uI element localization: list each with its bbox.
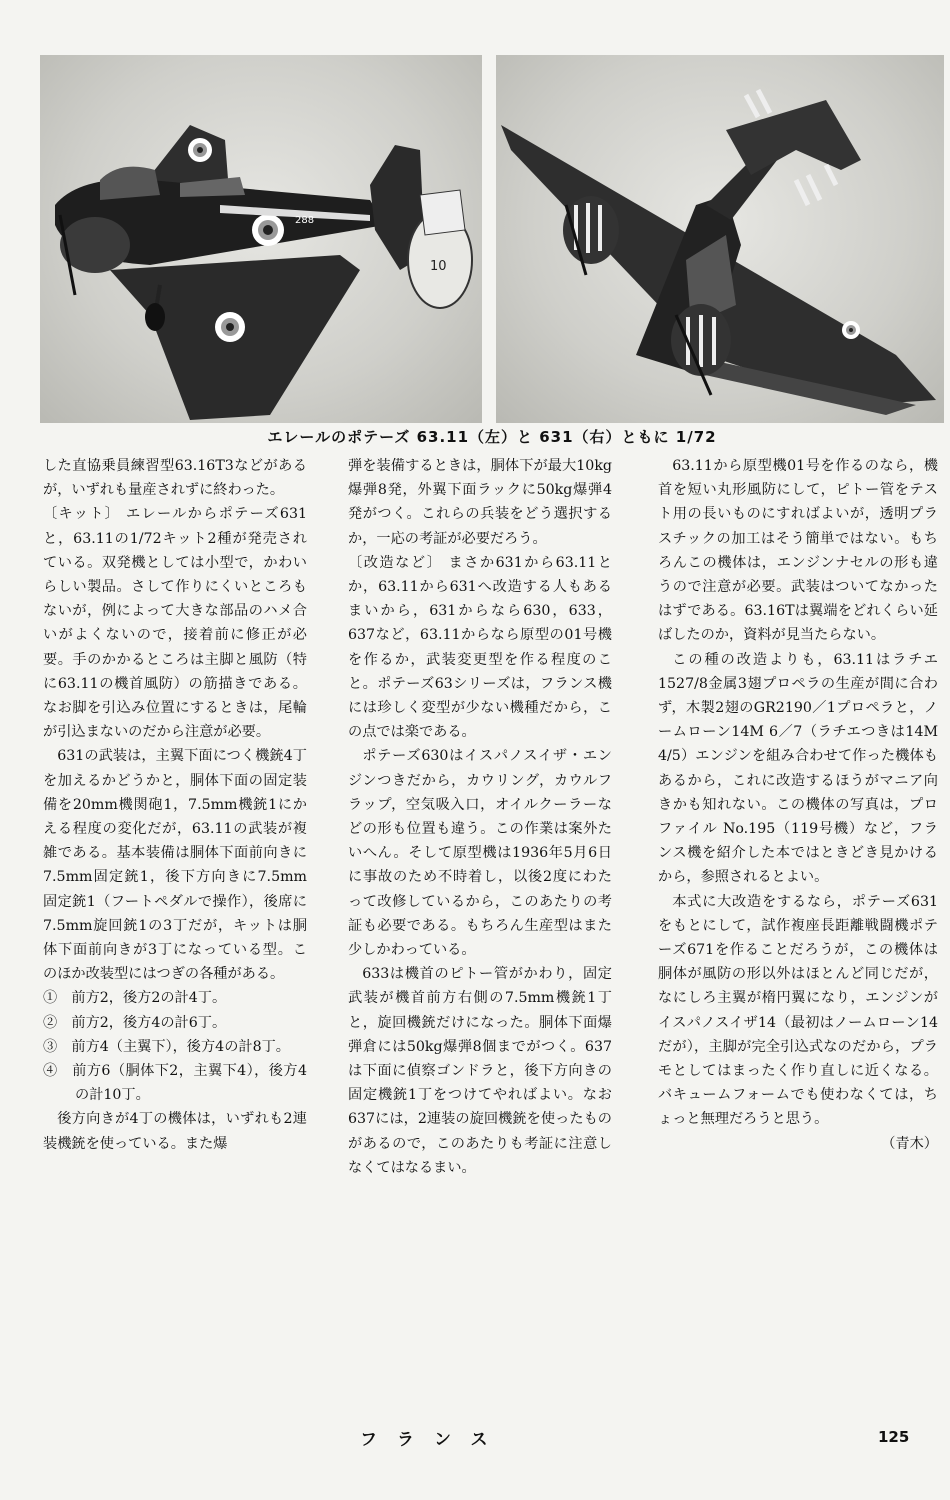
list-item: ④ 前方6（胴体下2，主翼下4），後方4の計10丁。 <box>43 1063 307 1104</box>
paragraph: 弾を装備するときは，胴体下が最大10kg爆弾8発，外翼下面ラックに50kg爆弾4発がつく。これらの兵装をどう選択するか，一応の考証が必要だろう。 <box>348 458 612 547</box>
paragraph: 633は機首のピトー管がかわり，固定武装が機首前方右側の7.5mm機銃1丁と，旋回機銃だけになった。胴体下面爆弾倉には50kg爆弾8個までがつく。637は下面に偵察ゴンドラと，後下方向きの固定機銃1丁をつけてやればよい。なお637には，2連装の旋回機銃を使ったものがあるので，このあたりも考証に注意しなくてはなるまい。 <box>348 966 612 1176</box>
paragraph: した直協乗員練習型63.16T3などがあるが，いずれも量産されずに終わった。 <box>43 458 307 499</box>
list-item: ③ 前方4（主翼下），後方4の計8丁。 <box>43 1038 290 1055</box>
list-item: ② 前方2，後方4の計6丁。 <box>43 1014 227 1031</box>
paragraph: 後方向きが4丁の機体は，いずれも2連装機銃を使っている。また爆 <box>43 1111 307 1152</box>
tail-number: 10 <box>430 259 447 274</box>
paragraph-conversion: 〔改造など〕 まさか631から63.11とか，63.11から631へ改造する人もあるまいから，631からなら630，633，637など，63.11からなら原型の01号機を作るか，武装変更型を作る程度のこと。ポテーズ63シリーズは，フランス機には珍しく変型が少ない機種だから，この点では楽である。 <box>348 554 612 741</box>
paragraph: 本式に大改造をするなら，ポテーズ631をもとにして，試作複座長距離戦闘機ポテーズ671を作ることだろうが，この機体は胴体が風防の形以外はほとんど同じだが，なにしろ主翼が楕円翼になり，エンジンがイスパノスイザ14（最初はノームローン14だが），主脚が完全引込式なのだから，プラモとしてはまったく作り直しに近くなる。バキュームフォームでも使わなくては，ちょっと無理だろうと思う。 <box>658 893 938 1128</box>
text-column-3 <box>658 454 938 1156</box>
paragraph-armament: 631の武装は，主翼下面につく機銃4丁を加えるかどうかと，胴体下面の固定装備を20mm機関砲1，7.5mm機銃1にかえる程度の変化だが，63.11の武装が複雑である。基本装備は胴体下面前向きに7.5mm固定銃1，後下方向きに7.5mm固定銃1（フートペダルで操作），後席に7.5mm旋回銃1の3丁だが，キットは胴体下面前向きが3丁になっている型。このほか改装型にはつぎの各種がある。 <box>43 748 307 983</box>
aircraft-631-illustration <box>496 55 944 423</box>
text-column-2 <box>348 454 612 1180</box>
photo-potez-63-11 <box>40 55 482 423</box>
text-column-1 <box>43 454 307 1156</box>
photo-caption: エレールのポテーズ 63.11（左）と 631（右）ともに 1/72 <box>267 428 717 446</box>
fuselage-code: 288 <box>295 215 315 226</box>
page-number: 125 <box>878 1428 910 1446</box>
paragraph-kit: 〔キット〕 エレールからポテーズ631と，63.11の1/72キット2種が発売されている。双発機としては小型で，かわいらしい製品。さして作りにくいところもないが，例によって大きな部品のハメ合いがよくないので，接着前に修正が必要。手のかかるところは主脚と風防（特に63.11の機首風防）の筋描きである。なお脚を引込み位置にするときは，尾輪が引込まないのだから注意が必要。 <box>43 506 307 741</box>
photo-potez-631 <box>496 55 944 423</box>
aircraft-63-11-illustration <box>40 55 482 423</box>
author-signature: （青木） <box>881 1135 938 1152</box>
section-title: フランス <box>360 1430 508 1450</box>
list-item: ① 前方2，後方2の計4丁。 <box>43 990 227 1007</box>
paragraph: 63.11から原型機01号を作るのなら，機首を短い丸形風防にして，ピトー管をテスト用の長いものにすればよいが，透明プラスチックの加工はそう簡単ではない。もちろんこの機体は，エンジンナセルの形も違うので注意が必要。武装はついてなかったはずである。63.16Tは翼端をどれくらい延ばしたのか，資料が見当たらない。 <box>658 458 938 644</box>
paragraph: この種の改造よりも，63.11はラチエ1527/8金属3翅プロペラの生産が間に合わず，木製2翅のGR2190／1プロペラと，ノームローン14M 6／7（ラチエつきは14M 4/5）エンジンを組み合わせて作った機体もあるから，これに改造するほうがマニア向きかも知れない。この機体の写真は，プロファイル No.195（119号機）など，フランス機を紹介した本ではときどき見かけるから，参照されるとよい。 <box>658 651 938 886</box>
paragraph: ポテーズ630はイスパノスイザ・エンジンつきだから，カウリング，カウルフラップ，空気吸入口，オイルクーラーなどの形も位置も違う。この作業は案外たいへん。そして原型機は1936年5月6日に事故のため不時着し，以後2度にわたって改修しているから，このあたりの考証も必要である。もちろん生産型はまた少しかわっている。 <box>348 748 612 959</box>
